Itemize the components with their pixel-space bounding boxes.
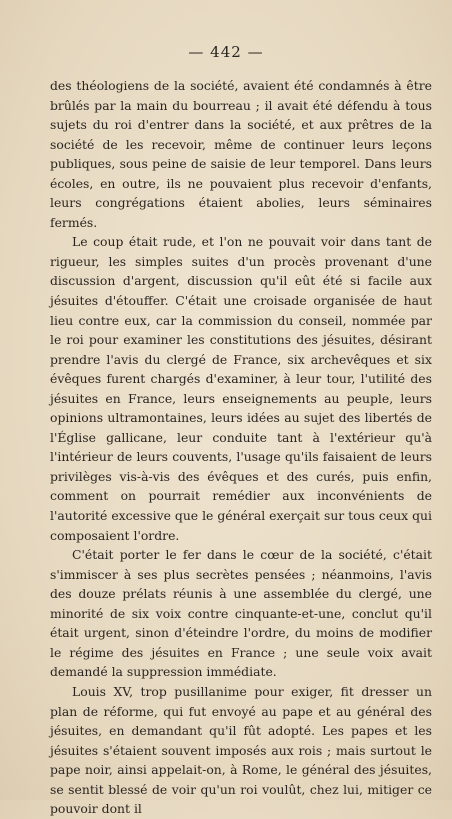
paragraph-3: C'était porter le fer dans le cœur de la société, c'était s'immiscer à ses plus secrètes pensées ; néanmoins, l'avis des douze prélats réunis à une assemblée du clergé, une minorité de six voix contre cinquante-et-une, conclut qu'il était urgent, sinon d'éteindre l'ordre, du moins de modifier le régime des jésuites en France ; une seule voix avait demandé la suppression immédiate. xyxy=(50,547,432,680)
paragraph-4: Louis XV, trop pusillanime pour exiger, fit dresser un plan de réforme, qui fut envoyé au pape et au général des jésuites, en demandant qu'il fût adopté. Les papes et les jésuites s'étaient souvent imposés aux rois ; mais surtout le pape noir, ainsi appelait-on, à Rome, le général des jésuites, se sentit blessé de voir qu'un roi voulût, chez lui, mitiger ce pouvoir dont il xyxy=(50,683,432,817)
paragraph-2: Le coup était rude, et l'on ne pouvait voir dans tant de rigueur, les simples suites d'un procès provenant d'une discussion d'argent, discussion qu'il eût été si facile aux jésuites d'étouffer. C'était une croisade organisée de haut lieu contre eux, car la commission du conseil, nommée par le roi pour examiner les constitutions des jésuites, désirant prendre l'avis du clergé de France, six archevêques et six évêques furent chargés d'examiner, à leur tour, l'utilité des jésuites en France, leurs enseignements au peuple, leurs opinions ultramontaines, leurs idées au sujet des libertés de l'Église gallicane, leur conduite tant à l'extérieur qu'à l'intérieur de leurs couvents, l'usage qu'ils faisaient de leurs privilèges vis-à-vis des évêques et des curés, puis enfin, comment on pourrait remédier aux inconvénients de l'autorité excessive que le général exerçait sur tous ceux qui composaient l'ordre. xyxy=(50,234,432,543)
paragraph-1: des théologiens de la société, avaient été condamnés à être brûlés par la main du bourreau ; il avait été défendu à tous sujets du roi d'entrer dans la société, et aux prêtres de la société de les recevoir, même de continuer leurs leçons publiques, sous peine de saisie de leur temporel. Dans leurs écoles, en outre, ils ne pouvaient plus recevoir d'enfants, leurs congrégations étaient abolies, leurs séminaires fermés. xyxy=(50,78,432,230)
body-text xyxy=(50,76,432,819)
page-number: — 442 — xyxy=(188,43,264,61)
